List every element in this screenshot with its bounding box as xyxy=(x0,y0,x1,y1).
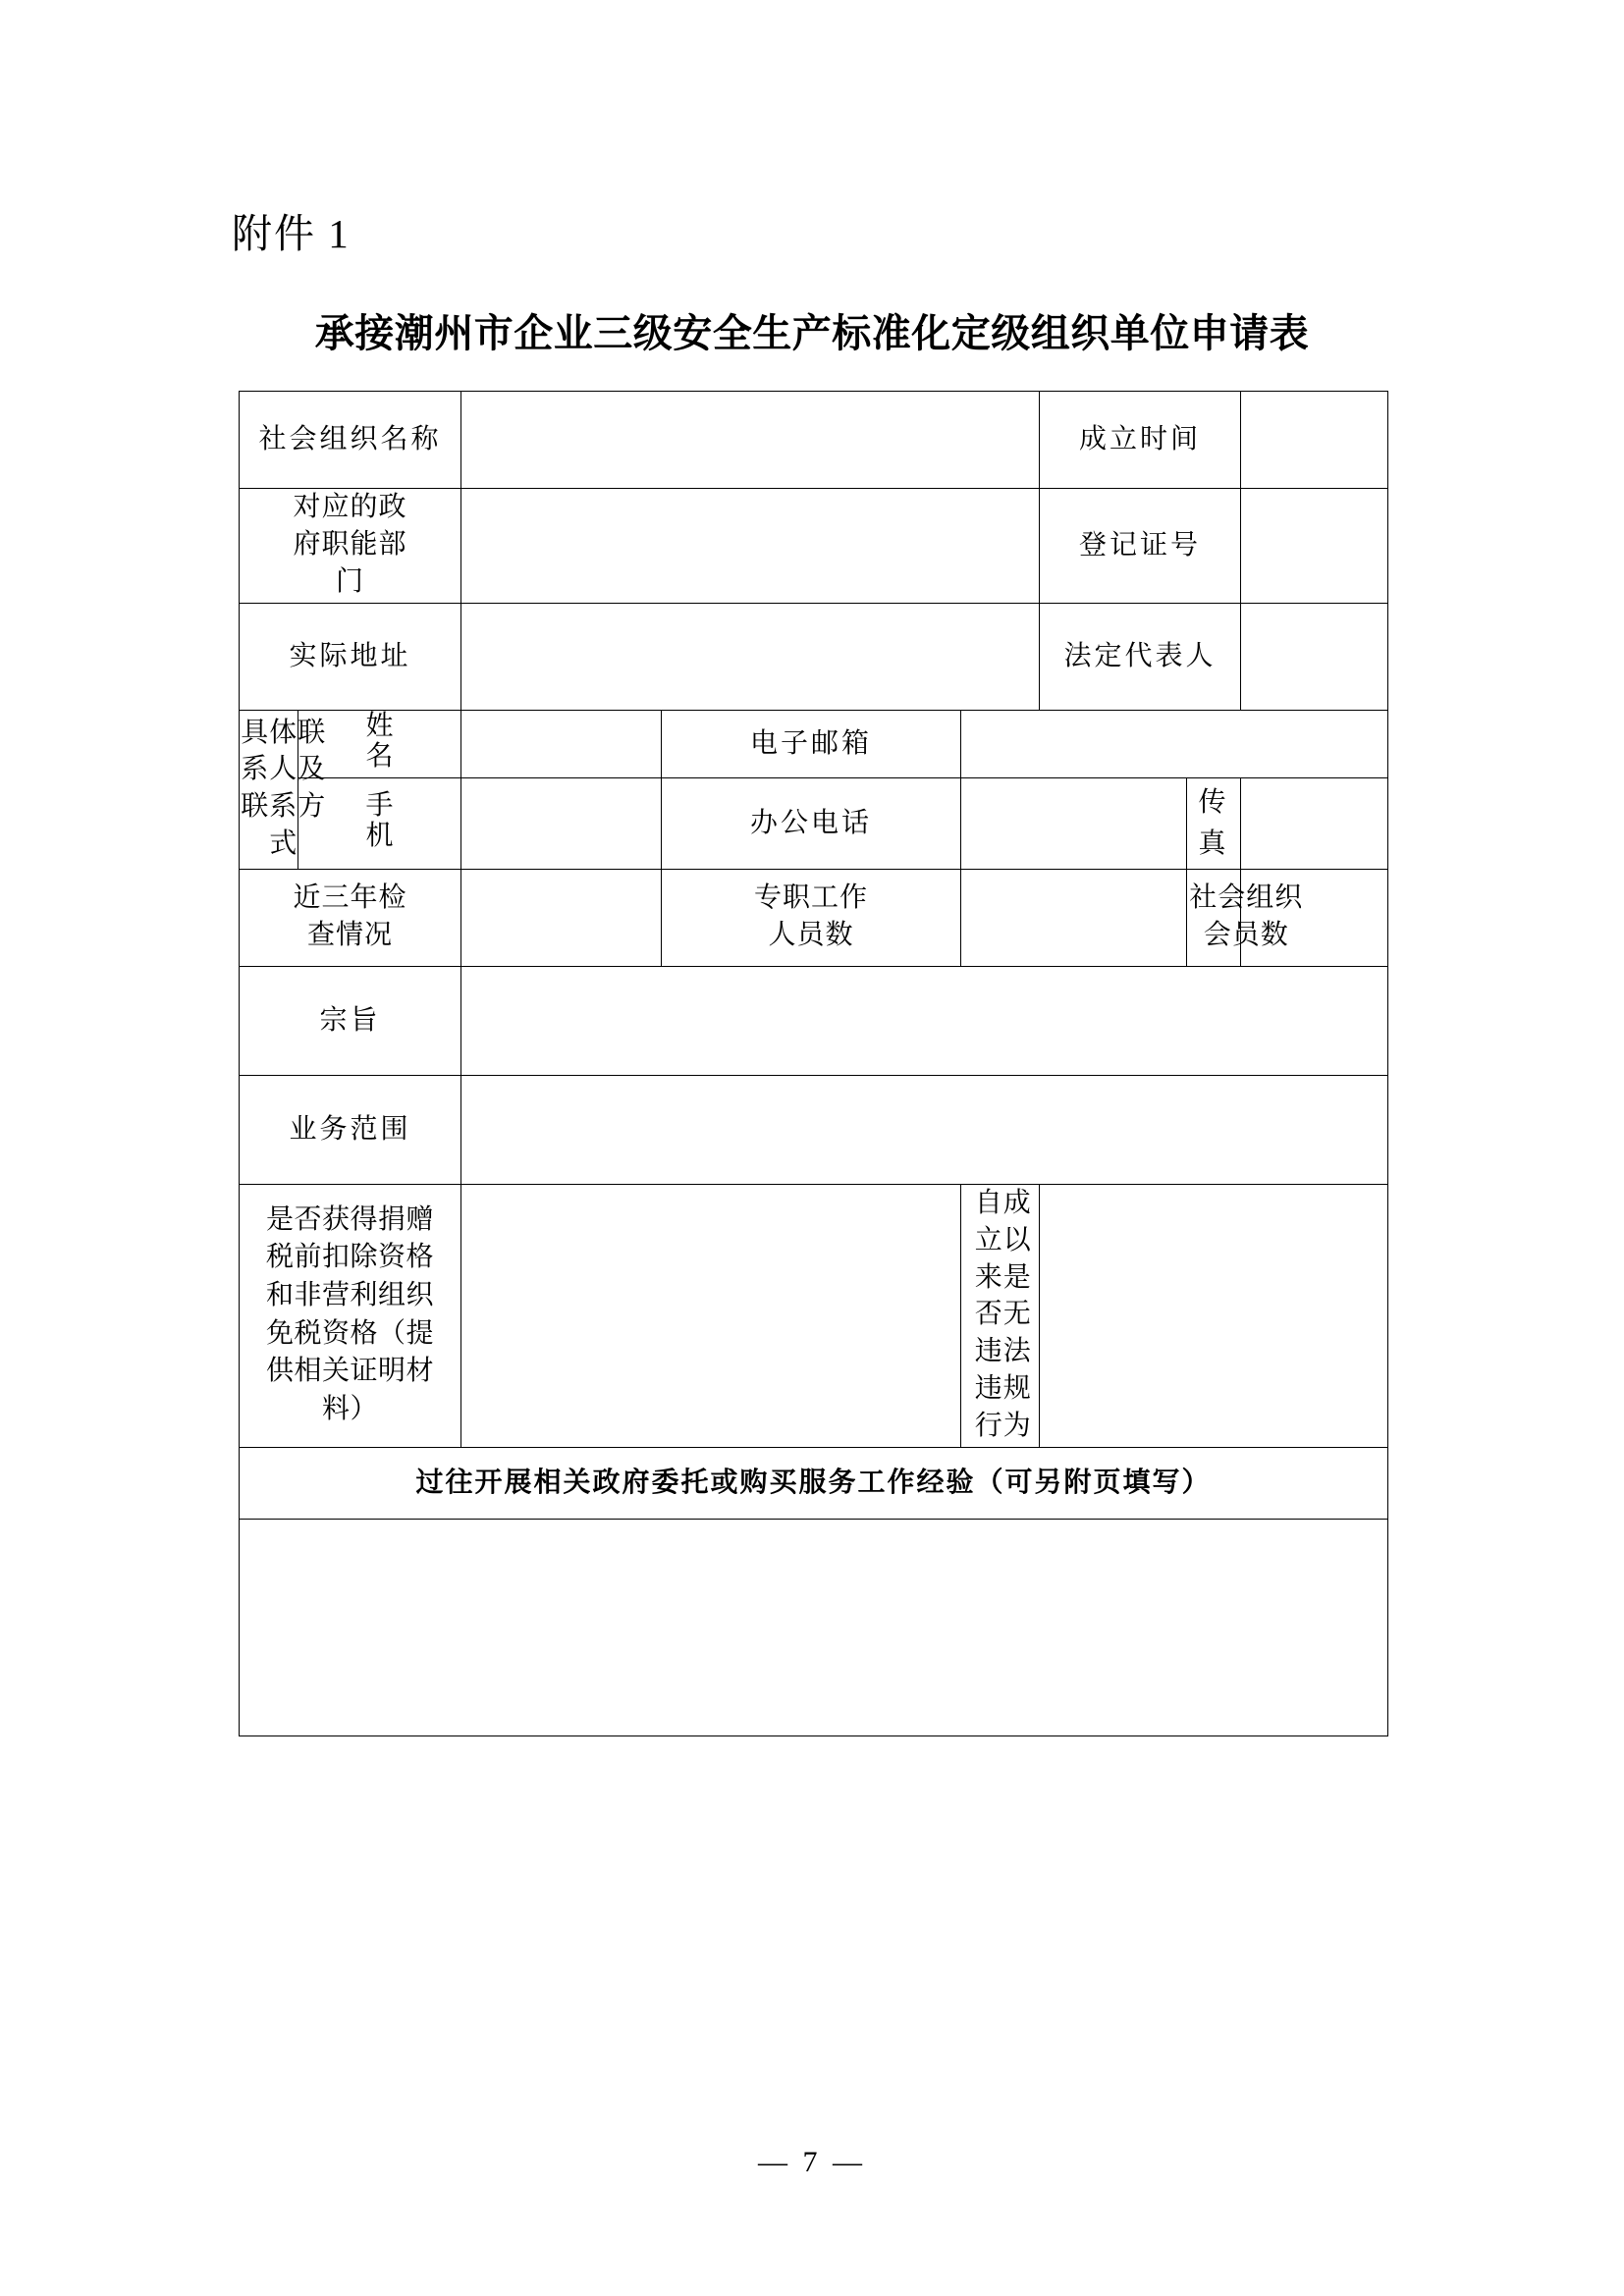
business-scope-label: 业务范围 xyxy=(240,1075,461,1184)
email-label: 电子邮箱 xyxy=(662,710,961,777)
fulltime-staff-label xyxy=(662,869,961,966)
page-number-footer: — 7 — xyxy=(758,2146,866,2178)
mobile-value[interactable] xyxy=(461,777,662,869)
registration-no-label: 登记证号 xyxy=(1040,489,1241,604)
fax-label: 传真 xyxy=(1187,777,1241,869)
business-scope-value[interactable] xyxy=(461,1075,1388,1184)
table-row xyxy=(240,777,1388,869)
experience-value[interactable] xyxy=(240,1519,1388,1735)
email-value[interactable] xyxy=(961,710,1388,777)
contact-group-label xyxy=(240,710,327,869)
fax-value[interactable] xyxy=(1241,777,1388,869)
table-row xyxy=(240,1184,1388,1447)
registration-no-value[interactable] xyxy=(1241,489,1388,604)
contact-group-label-text: 具体联系人及联系方式 xyxy=(241,717,327,859)
tax-qualification-label-text: 是否获得捐赠税前扣除资格和非营利组织免税资格（提供相关证明材料） xyxy=(265,1203,434,1424)
experience-header: 过往开展相关政府委托或购买服务工作经验（可另附页填写） xyxy=(240,1447,1388,1519)
member-count-label xyxy=(1187,869,1304,966)
no-violation-label-text: 自成立以来是否无违法违规行为 xyxy=(974,1187,1032,1441)
contact-name-value[interactable] xyxy=(461,710,662,777)
tax-qualification-label xyxy=(240,1184,461,1447)
fulltime-staff-label-text: 专职工作人员数 xyxy=(754,882,869,950)
purpose-label: 宗旨 xyxy=(240,966,461,1075)
three-year-inspection-label-text: 近三年检查情况 xyxy=(293,882,407,950)
mobile-label-text: 手机 xyxy=(365,789,394,852)
table-row xyxy=(240,392,1388,489)
gov-department-value[interactable] xyxy=(461,489,1040,604)
office-phone-label: 办公电话 xyxy=(662,777,961,869)
legal-representative-label: 法定代表人 xyxy=(1040,603,1241,710)
legal-representative-value[interactable] xyxy=(1241,603,1388,710)
table-row xyxy=(240,1447,1388,1519)
table-row xyxy=(240,603,1388,710)
table-row xyxy=(240,1075,1388,1184)
actual-address-value[interactable] xyxy=(461,603,1040,710)
table-row xyxy=(240,1519,1388,1735)
gov-department-label-text: 对应的政府职能部门 xyxy=(293,492,407,597)
contact-name-label-text: 姓名 xyxy=(365,710,394,772)
established-time-label: 成立时间 xyxy=(1040,392,1241,489)
three-year-inspection-value[interactable] xyxy=(461,869,662,966)
application-form-table xyxy=(239,391,1388,1736)
page-title: 承接潮州市企业三级安全生产标准化定级组织单位申请表 xyxy=(314,311,1310,355)
office-phone-value[interactable] xyxy=(961,777,1187,869)
table-row xyxy=(240,966,1388,1075)
no-violation-value[interactable] xyxy=(1040,1184,1388,1447)
member-count-label-text: 社会组织会员数 xyxy=(1189,882,1304,950)
actual-address-label: 实际地址 xyxy=(240,603,461,710)
attachment-label: 附件 1 xyxy=(232,211,351,256)
fulltime-staff-value[interactable] xyxy=(961,869,1187,966)
established-time-value[interactable] xyxy=(1241,392,1388,489)
tax-qualification-value[interactable] xyxy=(461,1184,961,1447)
application-form-wrapper xyxy=(239,391,1387,1736)
org-name-label: 社会组织名称 xyxy=(240,392,461,489)
table-row xyxy=(240,710,1388,777)
org-name-value[interactable] xyxy=(461,392,1040,489)
table-row xyxy=(240,869,1388,966)
purpose-value[interactable] xyxy=(461,966,1388,1075)
table-row xyxy=(240,489,1388,604)
no-violation-label xyxy=(961,1184,1040,1447)
three-year-inspection-label xyxy=(240,869,461,966)
gov-department-label xyxy=(240,489,461,604)
